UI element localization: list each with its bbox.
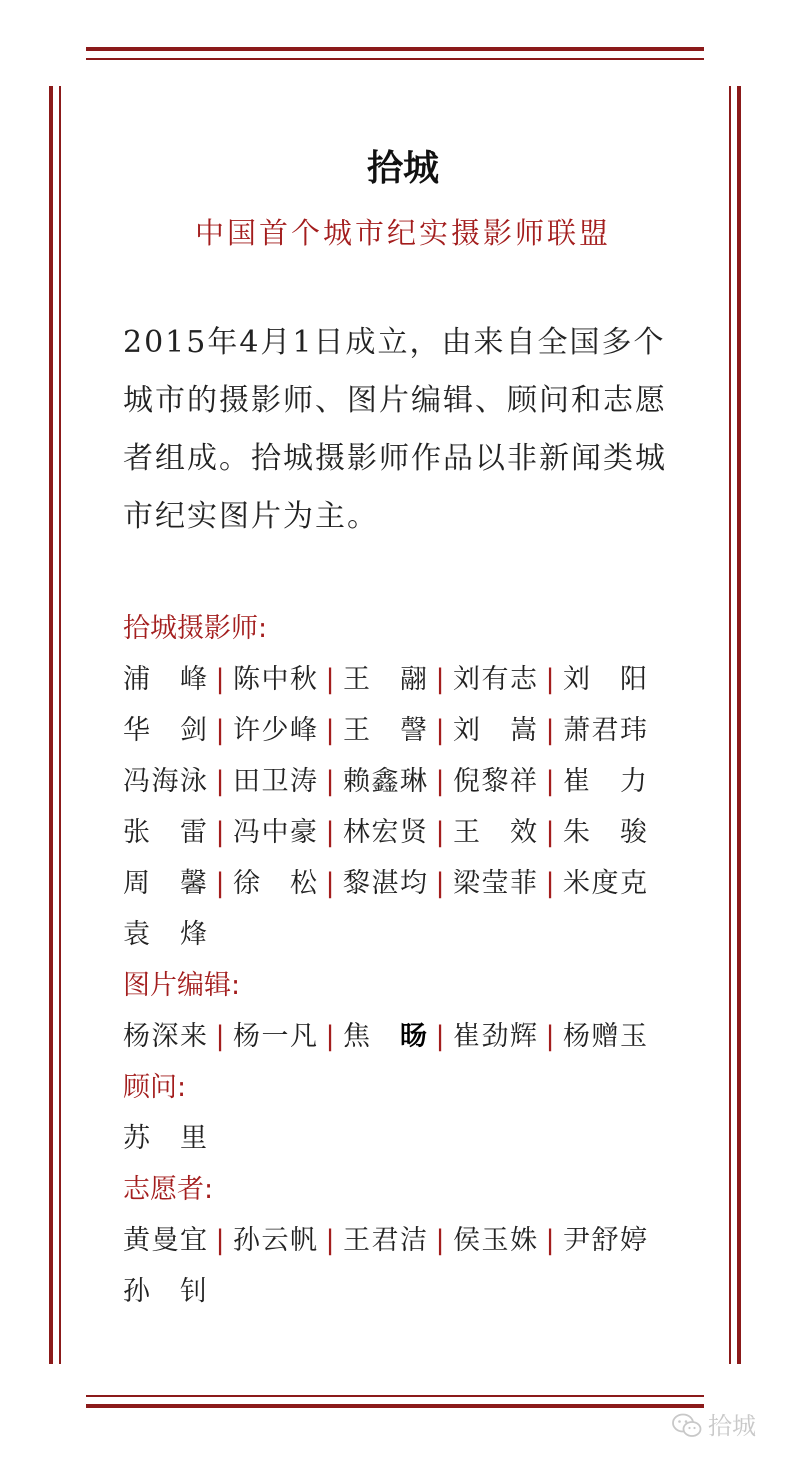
member-name: 王翮 — [343, 664, 427, 695]
member-name: 徐松 — [233, 868, 317, 899]
member-name: 杨一凡 — [233, 1021, 317, 1052]
member-name: 刘有志 — [453, 664, 537, 695]
name-row — [123, 1215, 683, 1266]
member-name: 刘嵩 — [453, 715, 537, 746]
name-separator: | — [325, 715, 335, 746]
name-separator: | — [435, 1225, 445, 1256]
section-heading: 志愿者: — [123, 1174, 214, 1205]
member-name: 袁烽 — [123, 919, 207, 950]
poster-content — [123, 130, 683, 1317]
name-separator: | — [215, 766, 225, 797]
name-separator: | — [325, 1225, 335, 1256]
bottom-border-thick — [86, 1404, 704, 1408]
member-name: 朱骏 — [563, 817, 647, 848]
name-separator: | — [545, 664, 555, 695]
member-name: 萧君玮 — [563, 715, 647, 746]
member-name: 黎湛均 — [343, 868, 427, 899]
name-separator: | — [435, 868, 445, 899]
name-separator: | — [545, 1021, 555, 1052]
member-name: 刘阳 — [563, 664, 647, 695]
member-name: 华剑 — [123, 715, 207, 746]
member-name: 孙云帆 — [233, 1225, 317, 1256]
name-row — [123, 858, 683, 909]
name-separator: | — [545, 715, 555, 746]
bottom-border-thin — [86, 1395, 704, 1397]
member-name: 周馨 — [123, 868, 207, 899]
member-name: 孙钊 — [123, 1276, 207, 1307]
member-name: 许少峰 — [233, 715, 317, 746]
name-separator: | — [435, 766, 445, 797]
member-name: 苏里 — [123, 1123, 207, 1154]
intro-paragraph: 2015年4月1日成立，由来自全国多个城市的摄影师、图片编辑、顾问和志愿者组成。拾城摄影师作品以非新闻类城市纪实图片为主。 — [123, 325, 667, 534]
member-sections — [123, 603, 683, 1317]
member-name: 杨赠玉 — [563, 1021, 647, 1052]
section-heading: 顾问: — [123, 1072, 187, 1103]
member-name: 赖鑫琳 — [343, 766, 427, 797]
member-name: 王君洁 — [343, 1225, 427, 1256]
member-name: 王謦 — [343, 715, 427, 746]
top-border-thick — [86, 47, 704, 51]
name-row — [123, 1011, 683, 1062]
member-name: 林宏贤 — [343, 817, 427, 848]
name-separator: | — [215, 715, 225, 746]
member-name: 杨深来 — [123, 1021, 207, 1052]
name-separator: | — [215, 664, 225, 695]
left-border-inner — [59, 86, 61, 1364]
name-separator: | — [325, 664, 335, 695]
page-subtitle: 中国首个城市纪实摄影师联盟 — [194, 216, 611, 250]
name-separator: | — [215, 868, 225, 899]
watermark-text: 拾城 — [708, 1412, 756, 1440]
name-separator: | — [435, 664, 445, 695]
member-name: 冯中豪 — [233, 817, 317, 848]
name-separator: | — [545, 817, 555, 848]
section-heading: 图片编辑: — [123, 970, 241, 1001]
member-name: 黄曼宜 — [123, 1225, 207, 1256]
name-separator: | — [435, 715, 445, 746]
name-separator: | — [325, 868, 335, 899]
member-name: 焦旸 — [343, 1021, 427, 1052]
right-border-inner — [729, 86, 731, 1364]
member-name: 崔劲辉 — [453, 1021, 537, 1052]
name-separator: | — [215, 1225, 225, 1256]
name-separator: | — [325, 817, 335, 848]
name-separator: | — [435, 817, 445, 848]
name-separator: | — [545, 1225, 555, 1256]
member-name: 冯海泳 — [123, 766, 207, 797]
right-border-outer — [737, 86, 741, 1364]
member-name: 田卫涛 — [233, 766, 317, 797]
member-name: 尹舒婷 — [563, 1225, 647, 1256]
name-separator: | — [215, 1021, 225, 1052]
section-heading: 拾城摄影师: — [123, 613, 268, 644]
member-name: 侯玉姝 — [453, 1225, 537, 1256]
name-separator: | — [215, 817, 225, 848]
name-row — [123, 909, 683, 960]
name-separator: | — [325, 766, 335, 797]
member-name: 浦峰 — [123, 664, 207, 695]
wechat-icon — [672, 1413, 702, 1439]
name-row — [123, 705, 683, 756]
wechat-watermark — [672, 1408, 756, 1444]
member-name: 倪黎祥 — [453, 766, 537, 797]
name-row — [123, 1266, 683, 1317]
member-name: 陈中秋 — [233, 664, 317, 695]
top-border-thin — [86, 58, 704, 60]
name-row — [123, 807, 683, 858]
name-separator: | — [545, 766, 555, 797]
member-name: 王效 — [453, 817, 537, 848]
name-separator: | — [325, 1021, 335, 1052]
name-separator: | — [545, 868, 555, 899]
member-name: 米度克 — [563, 868, 647, 899]
member-name: 崔力 — [563, 766, 647, 797]
page-title: 拾城 — [366, 148, 439, 189]
left-border-outer — [49, 86, 53, 1364]
name-row — [123, 756, 683, 807]
name-row — [123, 654, 683, 705]
name-separator: | — [435, 1021, 445, 1052]
bold-char: 旸 — [400, 1021, 427, 1052]
name-row — [123, 1113, 683, 1164]
member-name: 梁莹菲 — [453, 868, 537, 899]
member-name: 张雷 — [123, 817, 207, 848]
